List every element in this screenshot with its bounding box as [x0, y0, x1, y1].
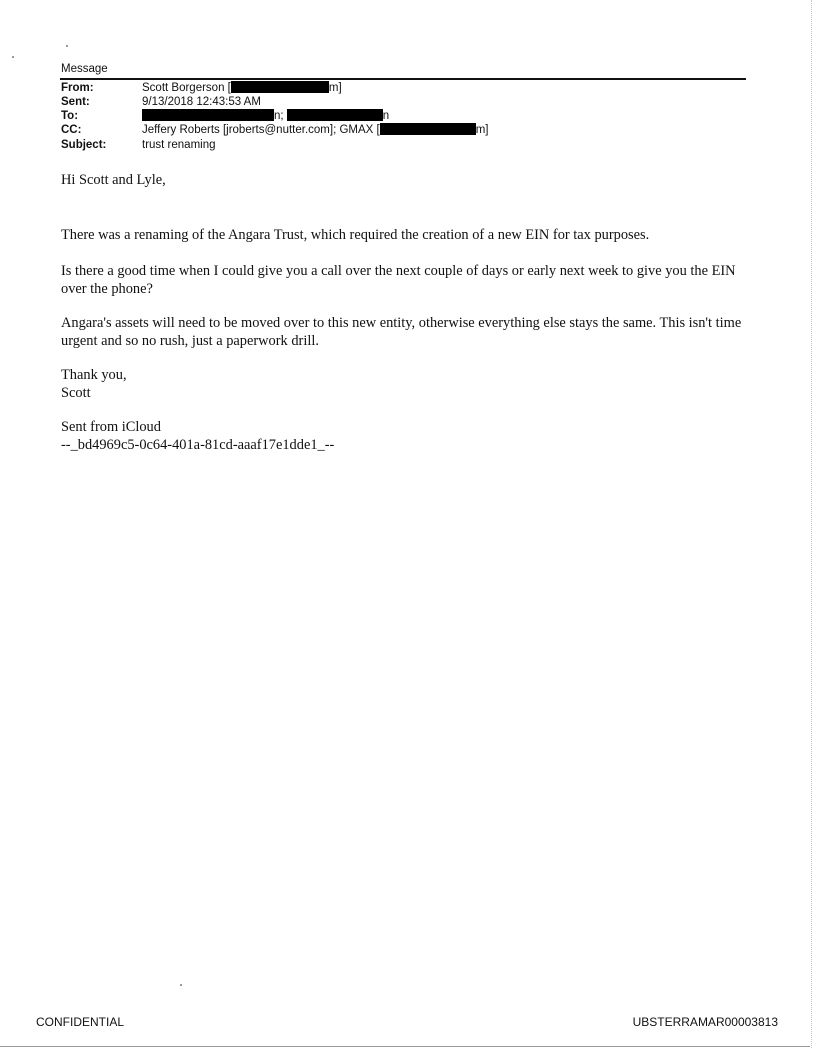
to-value	[142, 109, 389, 124]
to-row	[61, 109, 751, 124]
bates-number: UBSTERRAMAR00003813	[632, 1015, 778, 1029]
greeting	[61, 171, 751, 189]
scan-speck	[66, 45, 68, 47]
page-bottom-edge	[0, 1046, 810, 1047]
cc-tail: m]	[475, 124, 489, 136]
page-edge	[811, 0, 812, 1048]
to-mid: n;	[274, 110, 287, 122]
header-divider	[60, 78, 746, 80]
confidential-stamp: CONFIDENTIAL	[36, 1015, 125, 1029]
sent-row	[61, 95, 751, 110]
paragraph-2	[61, 262, 751, 298]
from-row	[61, 81, 751, 96]
redaction-box	[231, 81, 329, 93]
paragraph-3	[61, 314, 751, 350]
scan-speck	[12, 56, 14, 58]
paragraph-1-text: There was a renaming of the Angara Trust, which required the creation of a new EIN for tax purposes.	[61, 227, 650, 243]
subject-value: trust renaming	[142, 139, 216, 151]
from-label: From:	[61, 82, 94, 94]
paragraph-2-text: Is there a good time when I could give you a call over the next couple of days or early next week to give you the EIN over the phone?	[61, 263, 736, 297]
redaction-box	[380, 123, 476, 135]
sent-label: Sent:	[61, 96, 90, 108]
redaction-box	[142, 109, 274, 121]
paragraph-1	[61, 226, 751, 244]
from-name: Scott Borgerson [	[142, 82, 231, 94]
sent-value: 9/13/2018 12:43:53 AM	[142, 96, 261, 108]
cc-label: CC:	[61, 124, 82, 136]
paragraph-3-text: Angara's assets will need to be moved over to this new entity, otherwise everything else stays the same. This isn't time urgent and so no rush, just a paperwork drill.	[61, 315, 742, 349]
from-value	[142, 81, 342, 96]
email-footer	[61, 418, 751, 454]
scan-speck	[180, 984, 182, 986]
subject-label: Subject:	[61, 139, 107, 151]
redaction-box	[287, 109, 383, 121]
to-label: To:	[61, 110, 79, 122]
signoff	[61, 366, 751, 402]
from-tail: m]	[328, 82, 342, 94]
mime-boundary-line: --_bd4969c5-0c64-401a-81cd-aaaf17e1dde1_--	[61, 437, 335, 453]
greeting-text: Hi Scott and Lyle,	[61, 172, 166, 188]
cc-value	[142, 123, 489, 138]
cc-row	[61, 123, 751, 138]
signoff-line-2: Scott	[61, 385, 91, 401]
subject-row	[61, 138, 751, 153]
message-section-label: Message	[61, 63, 108, 75]
sent-from-line: Sent from iCloud	[61, 419, 161, 435]
to-tail: n	[382, 110, 390, 122]
cc-text: Jeffery Roberts [jroberts@nutter.com]; GMAX [	[142, 124, 380, 136]
signoff-line-1: Thank you,	[61, 367, 127, 383]
